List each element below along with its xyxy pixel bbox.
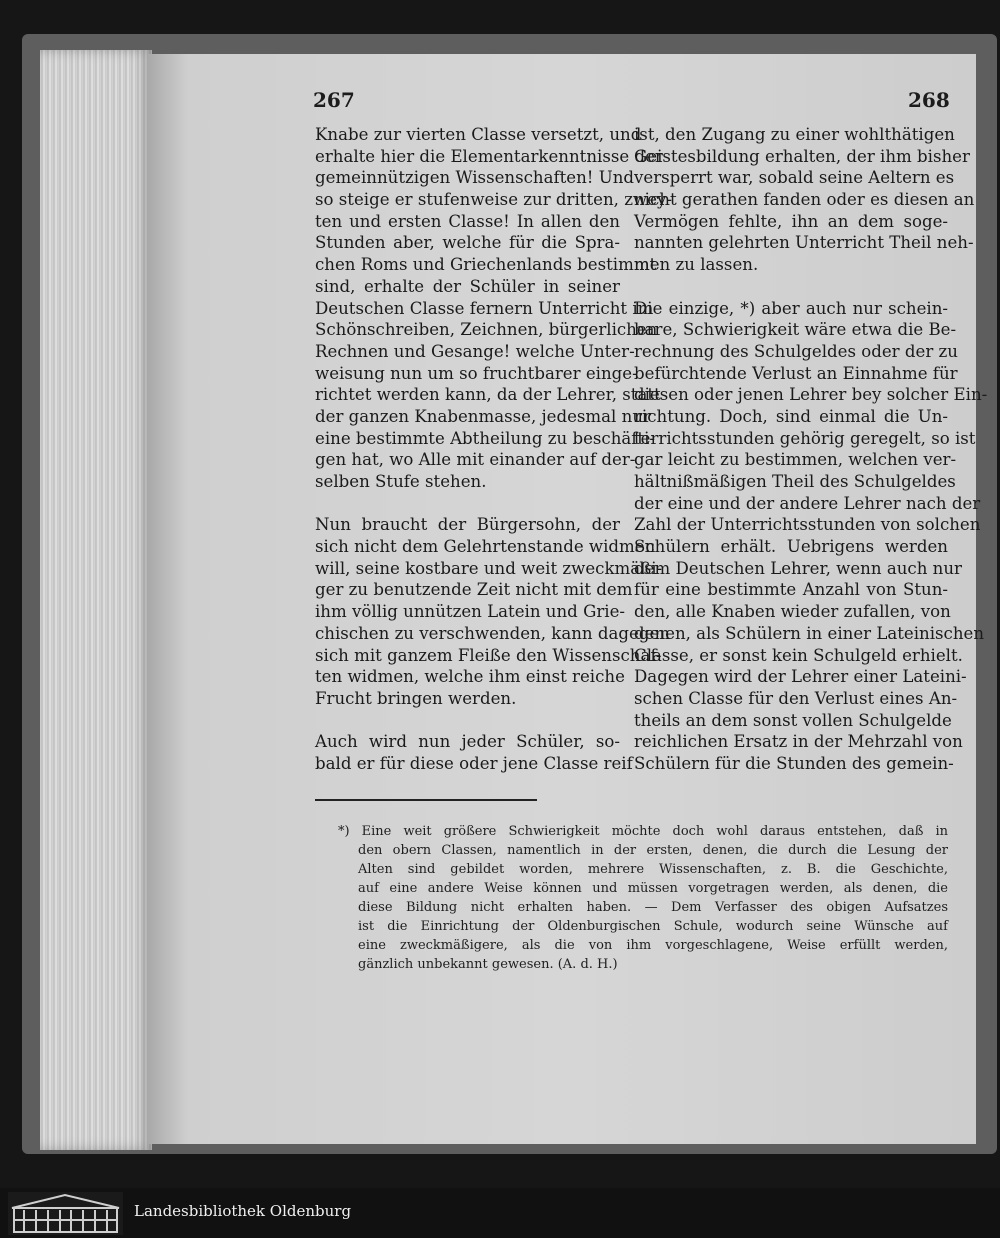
text-line: bare, Schwierigkeit wäre etwa die Be- xyxy=(634,320,957,340)
text-line: ten und ersten Classe! In allen den xyxy=(315,211,620,231)
text-line: Auch wird nun jeder Schüler, so- xyxy=(315,732,620,752)
text-line: der ganzen Knabenmasse, jedesmal nur xyxy=(315,406,651,426)
text-line: versperrt war, sobald seine Aeltern es xyxy=(634,168,955,188)
text-line: bald er für diese oder jene Classe reif xyxy=(315,753,633,773)
text-line: men zu lassen. xyxy=(634,255,759,275)
text-line: chen Roms und Griechenlands bestimmt xyxy=(315,255,657,275)
footnote-divider xyxy=(315,799,537,801)
text-line: gemeinnützigen Wissenschaften! Und xyxy=(315,168,635,188)
footnote-line: auf eine andere Weise können und müssen vorgetragen werden, als denen, die xyxy=(358,881,948,896)
text-line: ihm völlig unnützen Latein und Grie- xyxy=(315,602,625,622)
text-line: Stunden aber, welche für die Spra- xyxy=(315,233,620,253)
text-line: Nun braucht der Bürgersohn, der xyxy=(315,515,620,535)
library-footer xyxy=(0,1188,1000,1238)
text-line: weisung nun um so fruchtbarer einge- xyxy=(315,363,638,383)
text-line: chischen zu verschwenden, kann dagegen xyxy=(315,623,670,643)
text-line: theils an dem sonst vollen Schulgelde xyxy=(634,710,952,730)
text-line: Die einzige, *) aber auch nur schein- xyxy=(634,298,948,318)
text-line: diesen oder jenen Lehrer bey solcher Ein- xyxy=(634,385,988,405)
text-line: Schülern erhält. Uebrigens werden xyxy=(634,537,948,557)
text-line: dem Deutschen Lehrer, wenn auch nur xyxy=(634,558,962,578)
footnote-line: Alten sind gebildet worden, mehrere Wissenschaften, z. B. die Geschichte, xyxy=(358,862,948,877)
text-line: für eine bestimmte Anzahl von Stun- xyxy=(634,580,948,600)
text-line: ist, den Zugang zu einer wohlthätigen xyxy=(634,125,955,144)
text-line: nannten gelehrten Unterricht Theil neh- xyxy=(634,233,974,253)
paragraph-gap xyxy=(315,493,620,515)
text-line: sich nicht dem Gelehrtenstande widmen xyxy=(315,537,656,557)
text-line: richtung. Doch, sind einmal die Un- xyxy=(634,406,948,426)
text-line: Schönschreiben, Zeichnen, bürgerlichen xyxy=(315,320,658,340)
text-line: hältnißmäßigen Theil des Schulgeldes xyxy=(634,472,956,491)
text-line: der eine und der andere Lehrer nach der xyxy=(634,493,981,513)
left-text-column xyxy=(315,124,672,775)
text-line: rechnung des Schulgeldes oder der zu xyxy=(634,341,958,361)
text-line: eine bestimmte Abtheilung zu beschäfti- xyxy=(315,428,656,448)
text-line: befürchtende Verlust an Einnahme für xyxy=(634,363,958,383)
paragraph-gap xyxy=(315,710,620,732)
text-line: sind, erhalte der Schüler in seiner xyxy=(315,276,620,296)
footnote xyxy=(338,822,948,974)
footnote-line: den obern Classen, namentlich in der ersten, denen, die durch die Lesung der xyxy=(358,843,948,858)
text-line: Zahl der Unterrichtsstunden von solchen xyxy=(634,515,981,535)
text-line: selben Stufe stehen. xyxy=(315,472,487,491)
footnote-line: ist die Einrichtung der Oldenburgischen Schule, wodurch seine Wünsche auf xyxy=(358,919,948,934)
text-line: Dagegen wird der Lehrer einer Lateini- xyxy=(634,667,967,687)
text-line: ten widmen, welche ihm einst reiche xyxy=(315,667,625,687)
text-line: so steige er stufenweise zur dritten, zwey- xyxy=(315,190,672,210)
text-line: schen Classe für den Verlust eines An- xyxy=(634,688,958,708)
right-text-column xyxy=(634,124,988,775)
page-edges xyxy=(40,50,152,1150)
page-number-left: 267 xyxy=(313,88,355,112)
footnote-line: *) Eine weit größere Schwierigkeit möchte doch wohl daraus entstehen, daß in xyxy=(338,824,948,839)
text-line: Schülern für die Stunden des gemein- xyxy=(634,753,954,773)
text-line: Deutschen Classe fernern Unterricht im xyxy=(315,298,654,318)
paragraph-gap xyxy=(634,276,948,298)
text-line: sich mit ganzem Fleiße den Wissenschaf- xyxy=(315,645,662,665)
text-line: Rechnen und Gesange! welche Unter- xyxy=(315,341,635,361)
text-line: denen, als Schülern in einer Lateinischen xyxy=(634,623,985,643)
library-name: Landesbibliothek Oldenburg xyxy=(134,1202,352,1220)
text-line: Classe, er sonst kein Schulgeld erhielt. xyxy=(634,645,963,665)
text-line: nicht gerathen fanden oder es diesen an xyxy=(634,190,975,210)
text-line: Frucht bringen werden. xyxy=(315,688,517,708)
footnote-line: gänzlich unbekannt gewesen. (A. d. H.) xyxy=(358,957,618,972)
text-line: gen hat, wo Alle mit einander auf der- xyxy=(315,450,636,470)
text-line: Geistesbildung erhalten, der ihm bisher xyxy=(634,146,970,166)
text-line: erhalte hier die Elementarkenntnisse der xyxy=(315,146,663,166)
library-building-logo xyxy=(8,1192,123,1235)
text-line: reichlichen Ersatz in der Mehrzahl von xyxy=(634,732,963,752)
text-line: Vermögen fehlte, ihn an dem soge- xyxy=(634,211,948,231)
text-line: will, seine kostbare und weit zweckmäßi- xyxy=(315,558,663,578)
text-line: den, alle Knaben wieder zufallen, von xyxy=(634,602,951,622)
page-number-right: 268 xyxy=(908,88,950,112)
text-line: ger zu benutzende Zeit nicht mit dem xyxy=(315,580,633,600)
text-line: gar leicht zu bestimmen, welchen ver- xyxy=(634,450,957,470)
footnote-line: eine zweckmäßigere, als die von ihm vorgeschlagene, Weise erfüllt werden, xyxy=(358,938,948,953)
text-line: terrichtsstunden gehörig geregelt, so ist xyxy=(634,428,976,448)
text-line: Knabe zur vierten Classe versetzt, und xyxy=(315,125,642,144)
book-page xyxy=(148,54,988,1144)
text-line: richtet werden kann, da der Lehrer, statt xyxy=(315,385,661,405)
footnote-line: diese Bildung nicht erhalten haben. — Dem Verfasser des obigen Aufsatzes xyxy=(358,900,948,915)
